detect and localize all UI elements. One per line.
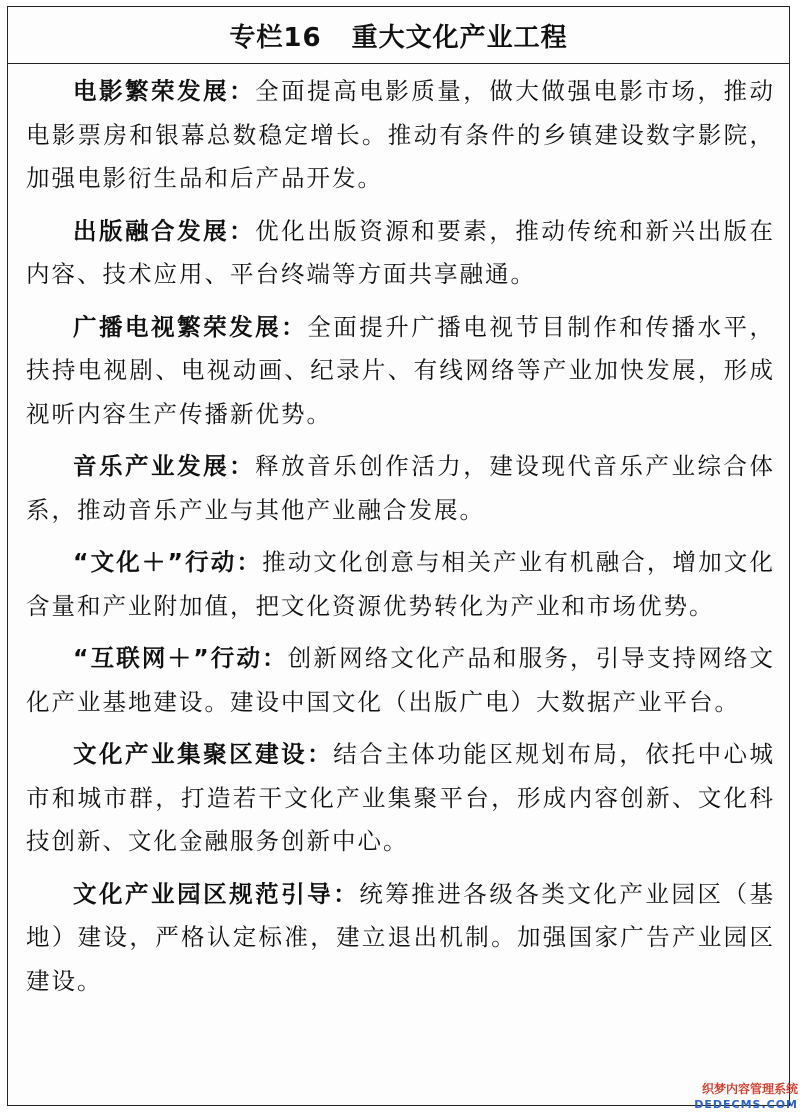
section-text: 结合主体功能区规划布局，依托中心城市和城市群，打造若干文化产业集聚平台，形成内容创新、文化科技创新、文化金融服务创新中心。 [26,740,776,855]
section-broadcast [26,306,775,437]
section-music [26,445,775,532]
column-content [8,64,789,1003]
section-text: 优化出版资源和要素，推动传统和新兴出版在内容、技术应用、平台终端等方面共享融通。 [26,216,776,288]
column-title: 重大文化产业工程 [351,22,568,53]
section-text: 全面提升广播电视节目制作和传播水平，扶持电视剧、电视动画、纪录片、有线网络等产业加快发展，形成视听内容生产传播新优势。 [26,312,776,428]
section-park [26,873,775,1004]
section-text: 创新网络文化产品和服务，引导支持网络文化产业基地建设。建设中国文化（出版广电）大数据产业平台。 [26,644,776,716]
column-label: 专栏16 [229,22,322,53]
section-film [26,70,775,201]
section-text: 推动文化创意与相关产业有机融合，增加文化含量和产业附加值，把文化资源优势转化为产业和市场优势。 [26,548,776,620]
section-title: 文化产业集聚区建设： [73,740,334,768]
section-culture-plus [26,541,775,628]
section-title: “互联网＋”行动： [73,644,288,672]
column-header [8,7,789,64]
section-title: 电影繁荣发展： [73,77,256,105]
section-internet-plus [26,637,775,724]
section-cluster [26,733,775,864]
watermark-en: DEDECMS.COM [694,1098,798,1111]
section-title: “文化＋”行动： [73,548,263,576]
watermark-cn: 织梦内容管理系统 [701,1082,798,1096]
watermark-logo [686,1080,798,1114]
section-title: 文化产业园区规范引导： [73,879,360,908]
section-title: 音乐产业发展： [73,452,256,480]
section-title: 出版融合发展： [73,216,256,245]
column-box [7,6,790,1106]
section-publishing [26,210,775,297]
section-title: 广播电视繁荣发展： [73,312,308,341]
section-text: 全面提高电影质量，做大做强电影市场，推动电影票房和银幕总数稳定增长。推动有条件的乡镇建设数字影院，加强电影衍生品和后产品开发。 [26,77,776,192]
section-text: 释放音乐创作活力，建设现代音乐产业综合体系，推动音乐产业与其他产业融合发展。 [26,452,776,524]
section-text: 统筹推进各级各类文化产业园区（基地）建设，严格认定标准，建立退出机制。加强国家广告产业园区建设。 [26,879,776,995]
